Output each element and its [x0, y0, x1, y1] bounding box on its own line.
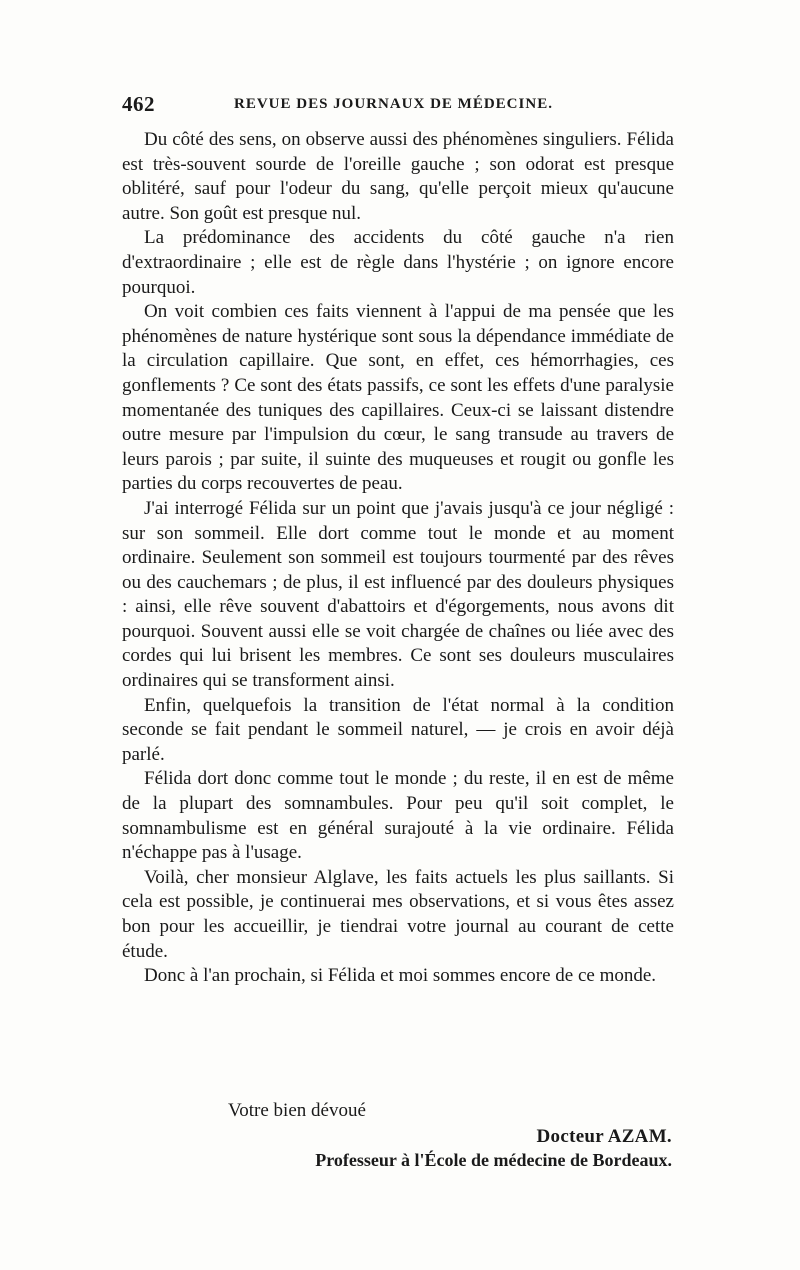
paragraph-somnambulism: Félida dort donc comme tout le monde ; du reste, il en est de même de la plupart des somnambules. Pour peu qu'il soit complet, le somnambulisme est en général surajouté à la vie ordinaire. Félida n'échappe pas à l'usage. [122, 768, 674, 864]
paragraph-senses: Du côté des sens, on observe aussi des phénomènes singuliers. Félida est très-souvent sourde de l'oreille gauche ; son odorat est presque oblitéré, sauf pour l'odeur du sang, qu'elle perçoit mieux qu'aucune autre. Son goût est presque nul. [122, 129, 674, 224]
running-head: REVUE DES JOURNAUX DE MÉDECINE. [234, 96, 553, 112]
page-number: 462 [122, 92, 155, 116]
paragraph-transition: Enfin, quelquefois la transition de l'état normal à la condition seconde se fait pendant le sommeil naturel, — je crois en avoir déjà parlé. [122, 694, 674, 765]
paragraph-left-side: La prédominance des accidents du côté gauche n'a rien d'extraordinaire ; elle est de règle dans l'hystérie ; on ignore encore pourquoi. [122, 227, 674, 298]
letter-signature: Docteur AZAM. [536, 1126, 672, 1147]
paragraph-observations: Voilà, cher monsieur Alglave, les faits actuels les plus saillants. Si cela est possible, je continuerai mes observations, et si vous êtes assez bon pour les accueillir, je tiendrai votre journal au courant de cette étude. [122, 866, 674, 962]
author-affiliation: Professeur à l'École de médecine de Bordeaux. [315, 1150, 672, 1170]
body-text [122, 128, 674, 989]
paragraph-next-year: Donc à l'an prochain, si Félida et moi sommes encore de ce monde. [144, 965, 657, 987]
paragraph-sleep: J'ai interrogé Félida sur un point que j'avais jusqu'à ce jour négligé : sur son sommeil. Elle dort comme tout le monde et au moment ordinaire. Seulement son sommeil est toujours tourmenté par des rêves ou des cauchemars ; de plus, il est influencé par des douleurs physiques : ainsi, elle rêve souvent d'abattoirs et d'égorgements, nous avons dit pourquoi. Souvent aussi elle se voit chargée de chaînes ou liée avec des cordes qui lui brisent les membres. Ce sont ses douleurs musculaires ordinaires qui se transforment ainsi. [122, 497, 674, 692]
page-header [122, 92, 682, 122]
paragraph-capillary: On voit combien ces faits viennent à l'appui de ma pensée que les phénomènes de nature hystérique sont sous la dépendance immédiate de la circulation capillaire. Que sont, en effet, ces hémorrhagies, ces gonflements ? Ce sont des états passifs, ce sont les effets d'une paralysie momentanée des tuniques des capillaires. Ceux-ci se laissant distendre outre mesure par l'impulsion du cœur, le sang transude au travers de leurs parois ; par suite, il suinte des muqueuses et rougit ou gonfle les parties du corps recouvertes de peau. [122, 301, 674, 495]
letter-closing: Votre bien dévoué [228, 1100, 366, 1121]
